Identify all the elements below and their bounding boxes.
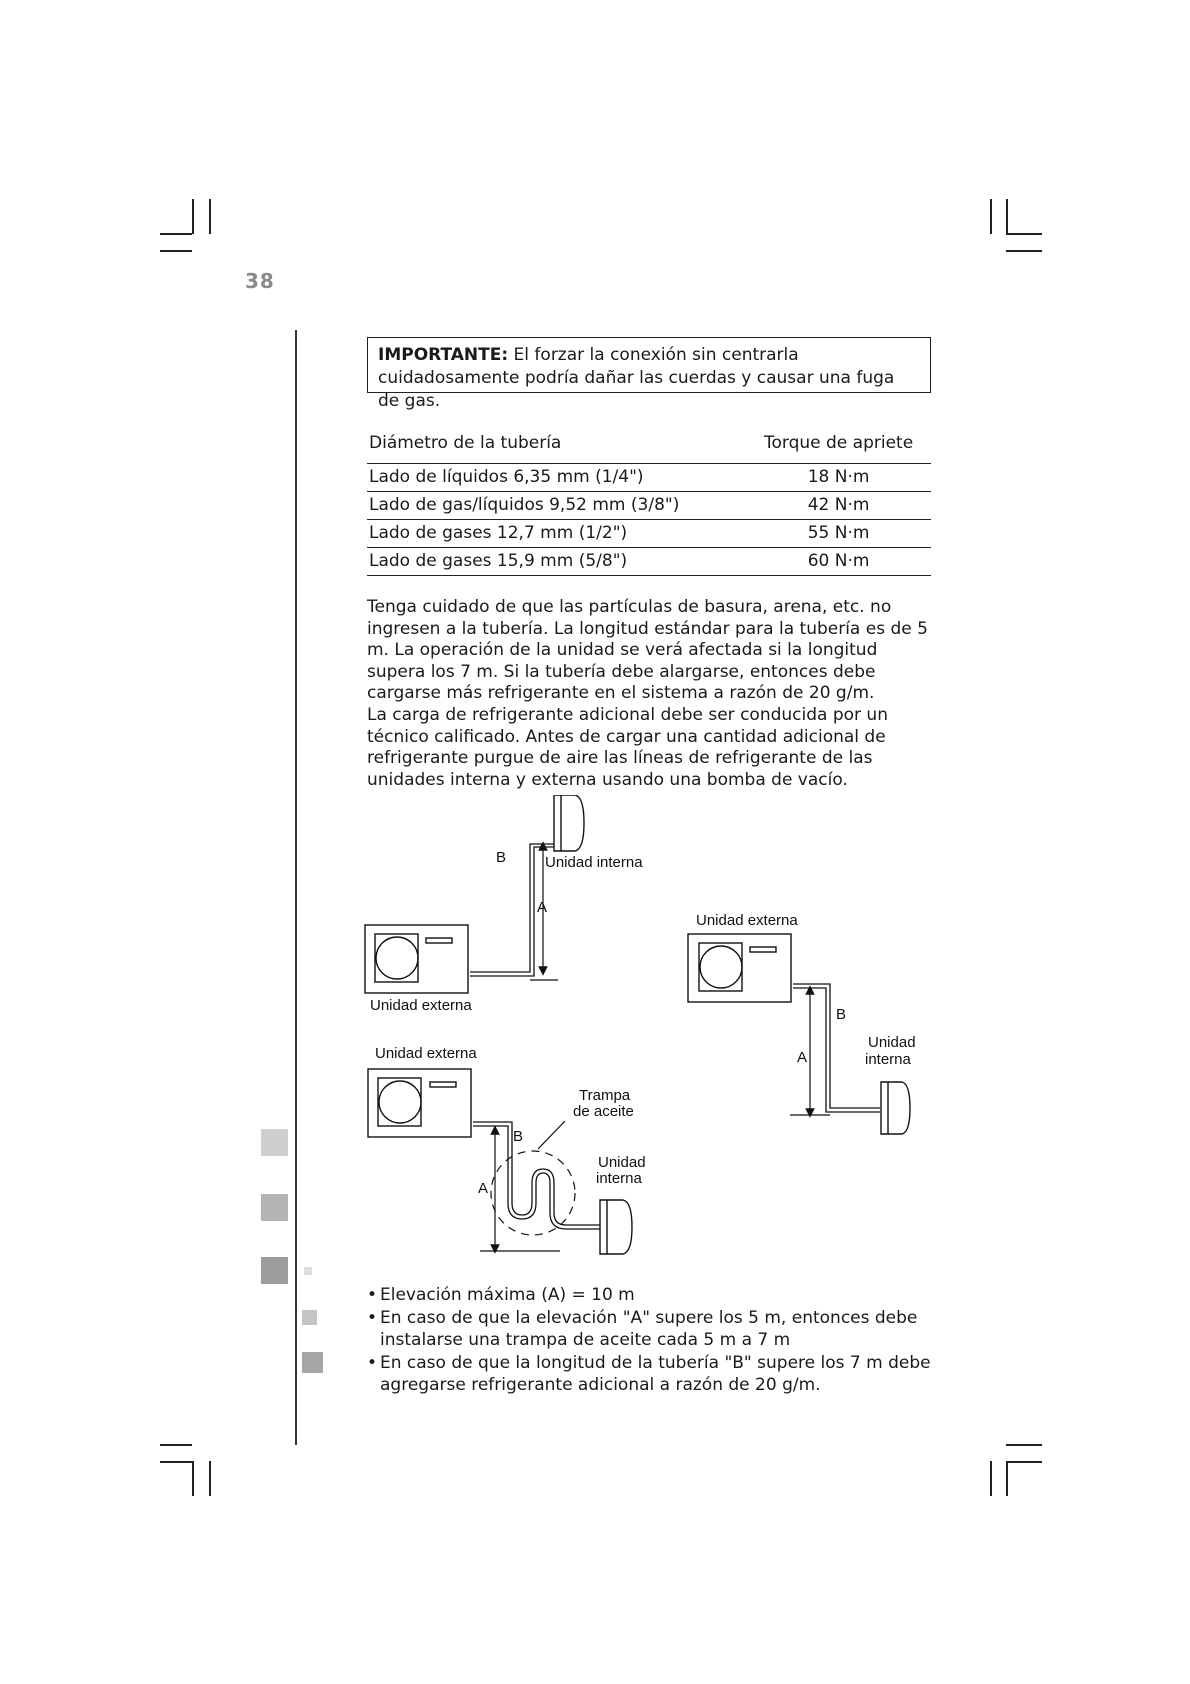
outdoor-unit-icon [365, 925, 468, 993]
table-row [367, 492, 931, 520]
indoor-unit-label-line1: Unidad [868, 1034, 916, 1051]
table-row [367, 520, 931, 548]
important-notice [367, 337, 931, 411]
header-pipe-diameter: Diámetro de la tubería [367, 425, 746, 464]
pipe-diameter-cell: Lado de líquidos 6,35 mm (1/4") [367, 464, 746, 492]
outdoor-unit-icon [368, 1069, 471, 1137]
table-header-row [367, 425, 931, 464]
oil-trap-label-line2: de aceite [573, 1103, 634, 1120]
torque-cell: 60 N·m [746, 548, 931, 576]
indoor-unit-label: Unidad interna [545, 854, 643, 871]
label-a: A [478, 1180, 489, 1197]
figure-outdoor-above [688, 912, 916, 1134]
list-item: • En caso de que la longitud de la tubería "B" supere los 7 m debe agregarse refrigerante adicional a razón de 20 g/m. [367, 1352, 947, 1396]
installation-diagram [360, 795, 940, 1265]
torque-cell: 55 N·m [746, 520, 931, 548]
pipe-line [793, 984, 880, 1108]
important-text: El forzar la conexión sin centrarla cuidadosamente podría dañar las cuerdas y causar una fuga de gas. [378, 345, 895, 411]
header-torque: Torque de apriete [746, 425, 931, 464]
outdoor-unit-label: Unidad externa [370, 997, 472, 1014]
indoor-unit-label-line2: interna [596, 1170, 642, 1187]
important-label: IMPORTANTE: [378, 345, 509, 365]
table-row [367, 464, 931, 492]
list-item: • En caso de que la elevación "A" supere los 5 m, entonces debe instalarse una trampa de aceite cada 5 m a 7 m [367, 1307, 947, 1351]
indoor-unit-icon [554, 795, 584, 851]
pipe-line [473, 1122, 600, 1225]
label-a: A [537, 899, 548, 916]
indoor-unit-icon [881, 1082, 910, 1134]
paragraph-refrigerant-charge: La carga de refrigerante adicional debe ser conducida por un técnico calificado. Antes de cargar una cantidad adicional de refrigerante purgue de aire las líneas de refrigerante de las unidades interna y externa usando una bomba de vacío. [367, 705, 888, 790]
requirements-list [367, 1284, 947, 1397]
pipe-diameter-cell: Lado de gas/líquidos 9,52 mm (3/8") [367, 492, 746, 520]
oil-trap-label-line1: Trampa [579, 1087, 631, 1104]
label-a: A [797, 1049, 808, 1066]
outdoor-unit-icon [688, 934, 791, 1002]
figure-oil-trap [368, 1045, 646, 1254]
margin-rule [295, 330, 297, 1445]
outdoor-unit-label: Unidad externa [696, 912, 798, 929]
oil-trap-circle [491, 1151, 575, 1235]
list-item: • Elevación máxima (A) = 10 m [367, 1284, 947, 1306]
page-number: 38 [245, 269, 275, 293]
indoor-unit-label-line2: interna [865, 1051, 911, 1068]
torque-cell: 42 N·m [746, 492, 931, 520]
outdoor-unit-label: Unidad externa [375, 1045, 477, 1062]
pipe-diameter-cell: Lado de gases 15,9 mm (5/8") [367, 548, 746, 576]
indoor-unit-label-line1: Unidad [598, 1154, 646, 1171]
torque-table [367, 425, 931, 576]
paragraph-pipe-length: Tenga cuidado de que las partículas de basura, arena, etc. no ingresen a la tubería. La longitud estándar para la tubería es de 5 m. La operación de la unidad se verá afectada si la longitud supera los 7 m. Si la tubería debe alargarse, entonces debe cargarse más refrigerante en el sistema a razón de 20 g/m. [367, 597, 928, 703]
pipe-line [473, 1126, 600, 1229]
label-b: B [836, 1006, 847, 1023]
pipe-diameter-cell: Lado de gases 12,7 mm (1/2") [367, 520, 746, 548]
label-b: B [496, 849, 507, 866]
figure-outdoor-below [365, 795, 643, 1014]
table-row [367, 548, 931, 576]
label-b: B [513, 1128, 524, 1145]
torque-cell: 18 N·m [746, 464, 931, 492]
indoor-unit-icon [600, 1200, 632, 1254]
